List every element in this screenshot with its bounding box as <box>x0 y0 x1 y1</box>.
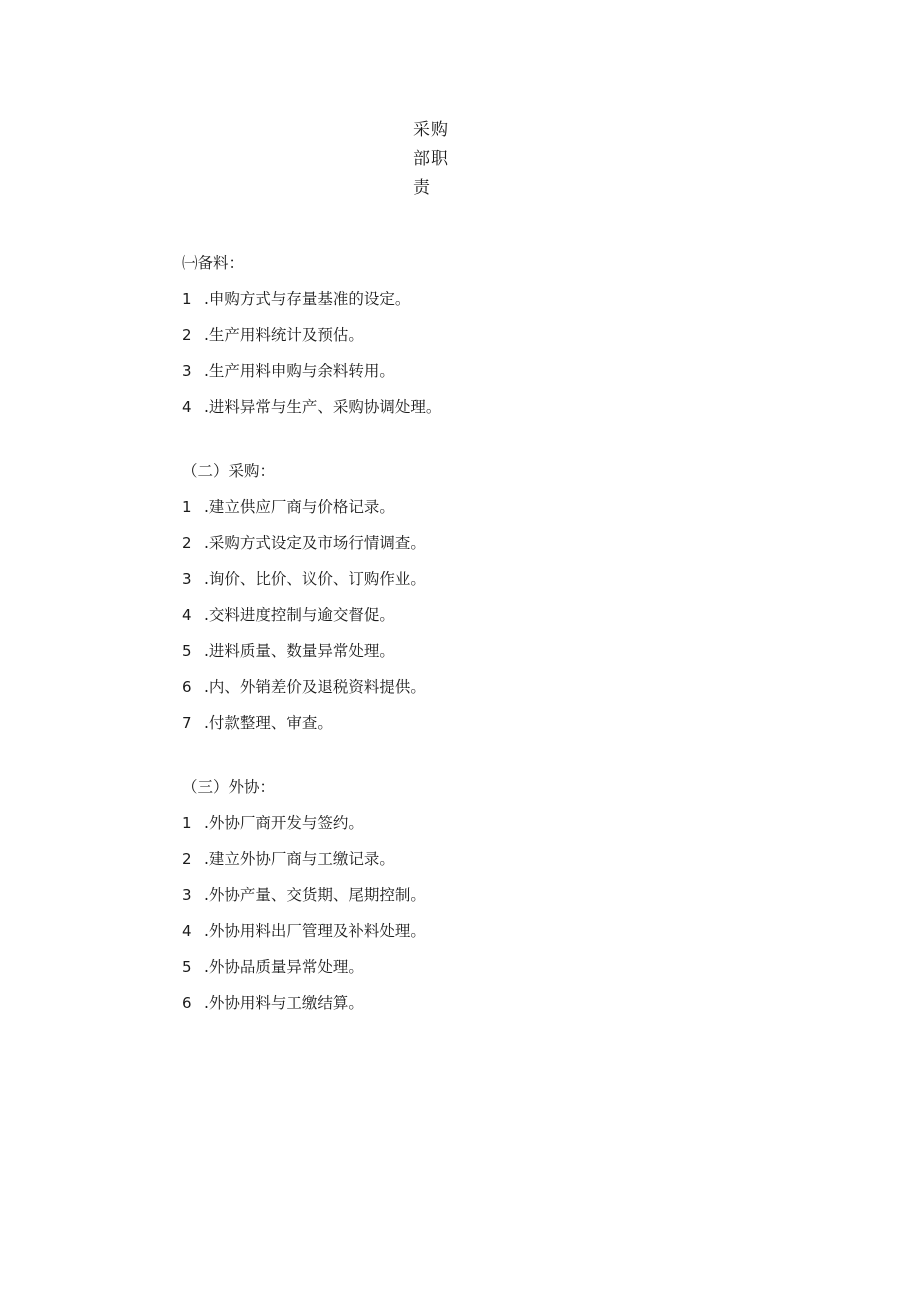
item-number: 2 <box>182 534 192 552</box>
item-text: .外协用料与工缴结算。 <box>204 994 364 1012</box>
item-text: .询价、比价、议价、订购作业。 <box>204 570 426 588</box>
item-text: .进料质量、数量异常处理。 <box>204 642 395 660</box>
item-text: .外协品质量异常处理。 <box>204 958 364 976</box>
list-item <box>182 394 444 420</box>
item-number: 5 <box>182 958 192 976</box>
list-item <box>182 322 472 348</box>
item-text: .交料进度控制与逾交督促。 <box>204 606 395 624</box>
list-item <box>182 358 472 384</box>
list-item <box>182 882 472 908</box>
item-text: .申购方式与存量基准的设定。 <box>204 290 411 308</box>
list-item <box>182 918 472 944</box>
item-number: 3 <box>182 570 192 588</box>
list-item <box>182 846 472 872</box>
list-item <box>182 286 472 312</box>
document-title <box>413 116 453 203</box>
list-item <box>182 638 472 664</box>
item-number: 7 <box>182 714 192 732</box>
item-text: .付款整理、审查。 <box>204 714 333 732</box>
list-item <box>182 710 472 736</box>
section-purchasing <box>182 458 472 736</box>
item-number: 4 <box>182 606 192 624</box>
list-item <box>182 954 472 980</box>
item-number: 2 <box>182 850 192 868</box>
item-text: .建立供应厂商与价格记录。 <box>204 498 395 516</box>
section-heading: （二）采购： <box>182 462 276 480</box>
list-item <box>182 810 472 836</box>
item-text: .外协用料出厂管理及补料处理。 <box>204 922 426 940</box>
item-text: .进料异常与生产、采购协调处理。 <box>204 398 442 416</box>
title-line-1: 采购 <box>413 120 449 140</box>
document-body <box>182 250 472 1016</box>
section-outsourcing <box>182 774 472 1016</box>
item-text: .采购方式设定及市场行情调查。 <box>204 534 426 552</box>
item-number: 4 <box>182 398 192 416</box>
item-number: 2 <box>182 326 192 344</box>
section-heading: ㈠备料： <box>182 254 245 272</box>
item-text: .生产用料申购与余料转用。 <box>204 362 395 380</box>
item-text: .建立外协厂商与工缴记录。 <box>204 850 395 868</box>
item-text: .外协产量、交货期、尾期控制。 <box>204 886 426 904</box>
item-number: 1 <box>182 498 192 516</box>
item-number: 1 <box>182 814 192 832</box>
item-text: .外协厂商开发与签约。 <box>204 814 364 832</box>
list-item <box>182 602 472 628</box>
title-line-2: 部职 <box>413 149 449 169</box>
item-number: 6 <box>182 994 192 1012</box>
list-item <box>182 674 472 700</box>
section-heading: （三）外协： <box>182 778 276 796</box>
item-number: 3 <box>182 886 192 904</box>
item-number: 1 <box>182 290 192 308</box>
item-number: 3 <box>182 362 192 380</box>
item-number: 5 <box>182 642 192 660</box>
item-text: .生产用料统计及预估。 <box>204 326 364 344</box>
list-item <box>182 566 472 592</box>
list-item <box>182 494 472 520</box>
list-item <box>182 530 472 556</box>
item-number: 4 <box>182 922 192 940</box>
item-text: .内、外销差价及退税资料提供。 <box>204 678 426 696</box>
title-line-3: 责 <box>413 178 431 198</box>
item-number: 6 <box>182 678 192 696</box>
list-item <box>182 990 472 1016</box>
section-stock-materials <box>182 250 472 420</box>
